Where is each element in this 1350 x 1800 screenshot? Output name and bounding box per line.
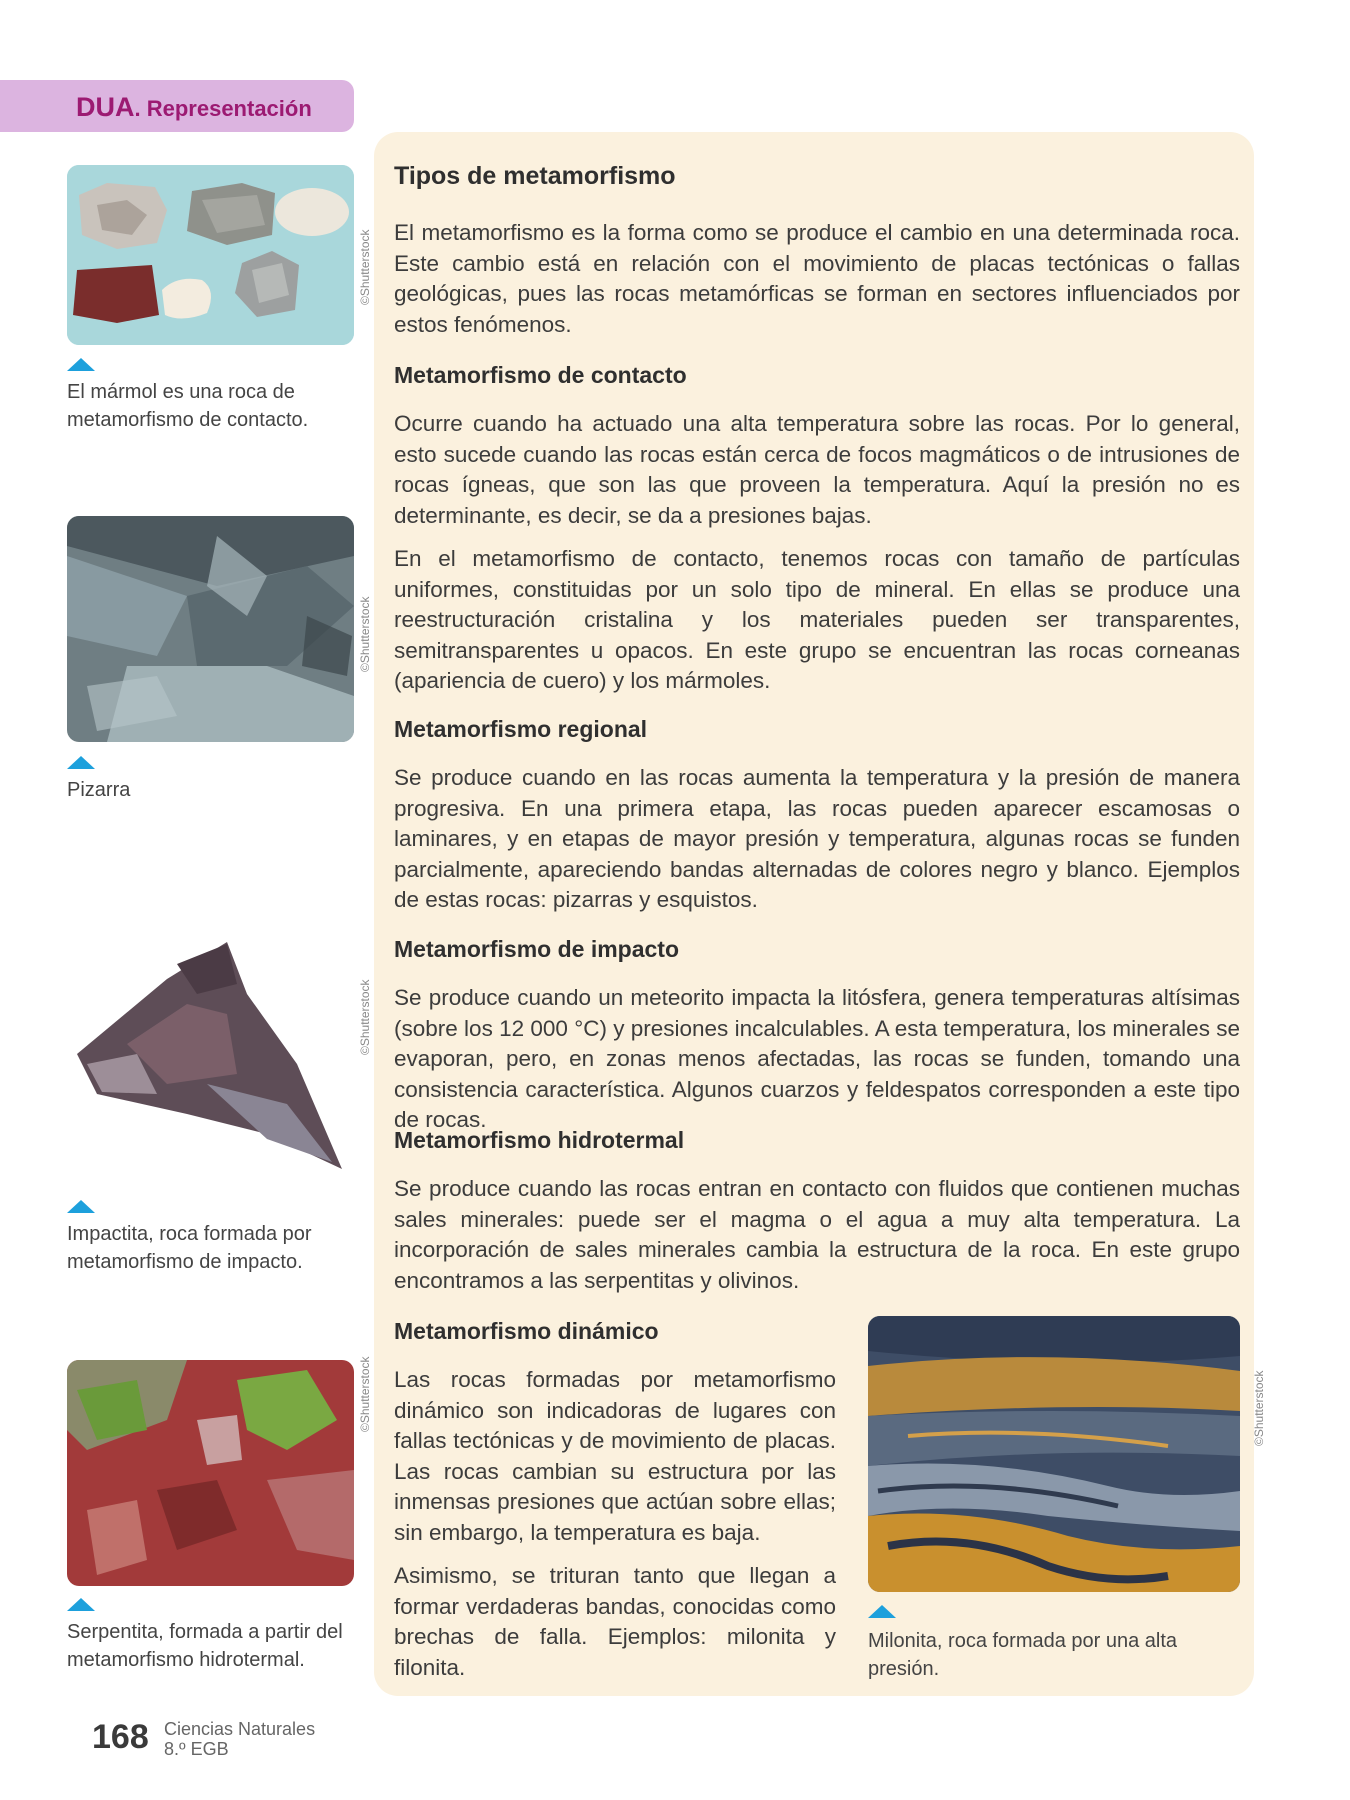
heading-impacto: Metamorfismo de impacto (394, 936, 679, 962)
footer-subject (164, 1719, 315, 1759)
dua-keyword: DUA (76, 92, 135, 122)
dinamico-paragraph-1: Las rocas formadas por metamorfismo dinámico son indicadoras de lugares con fallas tectónicas y de movimiento de placas. Las rocas cambian su estructura por las inmensas presiones que actúan sobre ellas; sin embargo, la temperatura es baja. (394, 1367, 836, 1545)
caption-impactita: Impactita, roca formada por metamorfismo de impacto. (67, 1223, 312, 1273)
credit-pizarra: ©Shutterstock (358, 596, 372, 672)
heading-dinamico: Metamorfismo dinámico (394, 1318, 659, 1344)
hidrotermal-paragraph: Se produce cuando las rocas entran en contacto con fluidos que contienen muchas sales minerales: puede ser el magma o el agua a muy alta temperatura. La incorporación de sales minerales cambia la estructura de la roca. En este grupo encontramos a las serpentitas y olivinos. (394, 1176, 1240, 1293)
dinamico-paragraph-2: Asimismo, se trituran tanto que llegan a formar verdaderas bandas, conocidas como brechas de falla. Ejemplos: milonita y filonita. (394, 1563, 836, 1680)
credit-marmol: ©Shutterstock (358, 229, 372, 305)
credit-serpentita: ©Shutterstock (358, 1356, 372, 1432)
caption-serpentita: Serpentita, formada a partir del metamorfismo hidrotermal. (67, 1621, 343, 1671)
impacto-paragraph: Se produce cuando un meteorito impacta la litósfera, genera temperaturas altísimas (sobre los 12 000 °C) y presiones incalculables. A esta temperatura, los minerales se evaporan, pero, en zonas menos afectadas, las rocas se funden, tomando una consistencia característica. Algunos cuarzos y feldespatos corresponden a este tipo de rocas. (394, 985, 1240, 1132)
footer-subject-name: Ciencias Naturales (164, 1719, 316, 1739)
pizarra-image (67, 516, 354, 742)
caption-marker-icon (67, 1200, 95, 1213)
credit-impactita: ©Shutterstock (358, 979, 372, 1055)
dua-tab (0, 80, 354, 132)
impactita-image (67, 934, 354, 1179)
heading-contacto: Metamorfismo de contacto (394, 362, 687, 388)
footer-grade: 8.º EGB (164, 1739, 229, 1759)
caption-marker-icon (868, 1605, 896, 1618)
page-number: 168 (92, 1718, 149, 1756)
intro-paragraph: El metamorfismo es la forma como se produce el cambio en una determinada roca. Este cambio está en relación con el movimiento de placas tectónicas o fallas geológicas, pues las rocas metamórficas se forman en sectores influenciados por estos fenómenos. (394, 220, 1240, 337)
caption-marker-icon (67, 756, 95, 769)
regional-paragraph: Se produce cuando en las rocas aumenta la temperatura y la presión de manera progresiva. En una primera etapa, las rocas pueden aparecer escamosas o laminares, y en etapas de mayor presión y temperatura, algunas rocas se funden parcialmente, apareciendo bandas alternadas de colores negro y blanco. Ejemplos de estas rocas: pizarras y esquistos. (394, 765, 1240, 912)
serpentita-image (67, 1360, 354, 1586)
credit-milonita: ©Shutterstock (1252, 1370, 1266, 1446)
marmol-image (67, 165, 354, 345)
caption-marmol: El mármol es una roca de metamorfismo de contacto. (67, 381, 309, 431)
dua-title: . Representación (134, 96, 312, 121)
heading-regional: Metamorfismo regional (394, 716, 648, 742)
heading-hidrotermal: Metamorfismo hidrotermal (394, 1127, 685, 1153)
caption-marker-icon (67, 358, 95, 371)
caption-pizarra: Pizarra (67, 779, 131, 801)
caption-marker-icon (67, 1598, 95, 1611)
page-title: Tipos de metamorfismo (394, 162, 676, 190)
milonita-image (868, 1316, 1240, 1592)
caption-milonita: Milonita, roca formada por una alta presión. (868, 1630, 1178, 1680)
contacto-paragraph-2: En el metamorfismo de contacto, tenemos rocas con tamaño de partículas uniformes, constituidas por un solo tipo de mineral. En ellas se produce una reestructuración cristalina y los materiales pueden ser transparentes, semitransparentes u opacos. En este grupo se encuentran las rocas corneanas (apariencia de cuero) y los mármoles. (394, 546, 1240, 693)
contacto-paragraph-1: Ocurre cuando ha actuado una alta temperatura sobre las rocas. Por lo general, esto sucede cuando las rocas están cerca de focos magmáticos o de intrusiones de rocas ígneas, que son las que proveen la temperatura. Aquí la presión no es determinante, es decir, se da a presiones bajas. (394, 411, 1240, 528)
